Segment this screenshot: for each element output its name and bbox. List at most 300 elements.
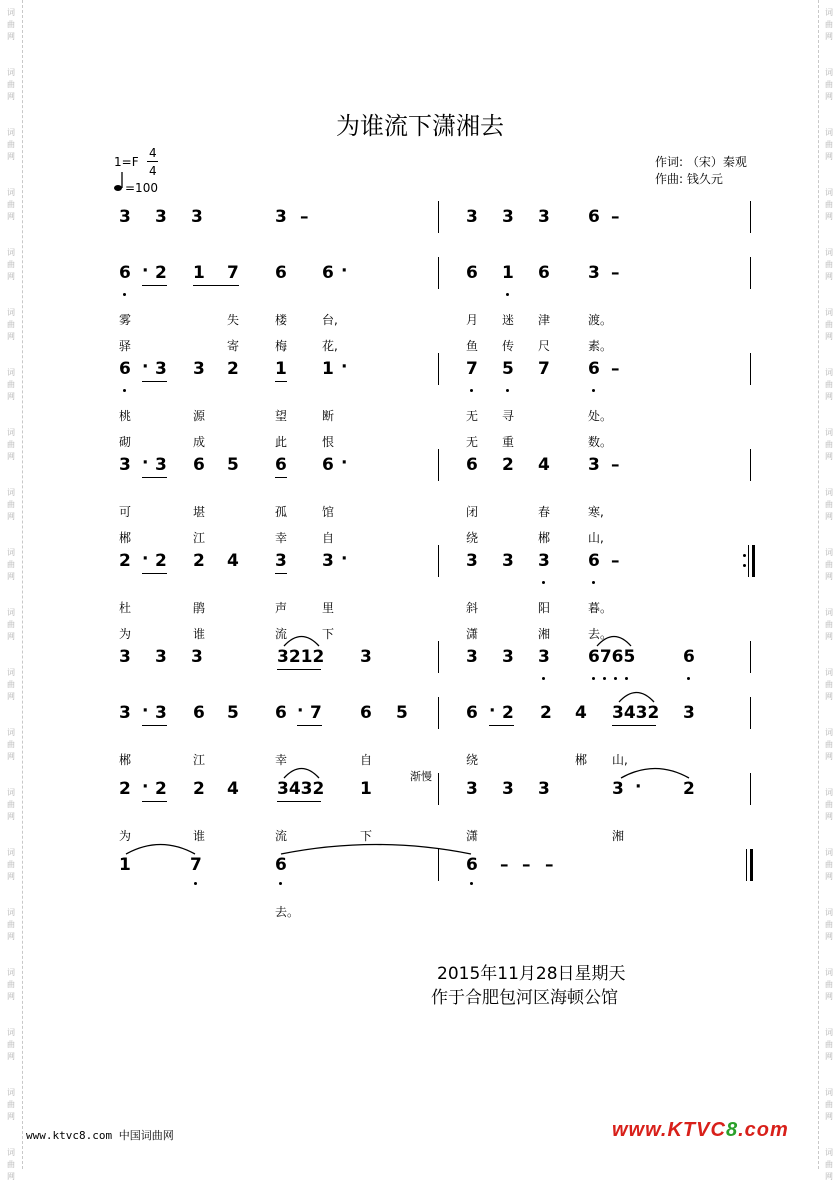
note: 4: [227, 779, 239, 799]
note: 6: [588, 359, 600, 379]
watermark-glyph: 网: [825, 332, 833, 341]
lyric: 潇: [466, 829, 479, 843]
lyric: 自: [322, 531, 335, 545]
note: 2: [119, 551, 131, 571]
watermark-glyph: 词: [7, 428, 15, 437]
watermark-glyph: 词: [825, 488, 833, 497]
tempo-value: =100: [125, 181, 158, 195]
watermark-glyph: 曲: [7, 560, 15, 569]
barline: [438, 641, 439, 673]
key-signature: 1=F: [114, 155, 139, 169]
watermark-glyph: 词: [825, 8, 833, 17]
note-underline: [193, 285, 239, 286]
lyric: 谁: [193, 627, 206, 641]
repeat-dot: [743, 554, 746, 557]
lyric: 鱼: [466, 339, 479, 353]
watermark-glyph: 曲: [825, 260, 833, 269]
slur-arc: [283, 633, 320, 647]
dash-sustain: –: [611, 207, 620, 227]
watermark-glyph: 词: [825, 1088, 833, 1097]
lyric: 梅: [275, 339, 288, 353]
note: 3: [191, 647, 203, 667]
note: 3: [322, 551, 334, 571]
lyric: 郴: [575, 753, 588, 767]
watermark-glyph: 词: [825, 428, 833, 437]
note: 4: [575, 703, 587, 723]
note: 3: [119, 703, 131, 723]
lyric: 素。: [588, 339, 613, 353]
octave-dot: [194, 882, 197, 885]
barline: [750, 353, 751, 385]
watermark-glyph: 网: [825, 392, 833, 401]
final-barline-thin: [746, 849, 747, 881]
repeat-dot: [743, 564, 746, 567]
watermark-glyph: 曲: [7, 140, 15, 149]
octave-dot: [592, 677, 595, 680]
barline: [438, 773, 439, 805]
note: 3: [538, 647, 550, 667]
note: 2: [119, 779, 131, 799]
lyric: 自: [360, 753, 373, 767]
lyric: 砌: [119, 435, 132, 449]
lyric: 鹃: [193, 601, 206, 615]
watermark-glyph: 网: [825, 812, 833, 821]
watermark-glyph: 词: [825, 1148, 833, 1157]
slur-arc: [280, 841, 472, 855]
lyric: 绕: [466, 531, 479, 545]
lyric: 望: [275, 409, 288, 423]
note: 2: [683, 779, 695, 799]
barline: [750, 697, 751, 729]
note: 1: [322, 359, 334, 379]
lyric: 闭: [466, 505, 479, 519]
lyric: 重: [502, 435, 515, 449]
watermark-glyph: 词: [7, 368, 15, 377]
footer-place: 作于合肥包河区海顿公馆: [431, 988, 618, 1008]
watermark-glyph: 网: [825, 1112, 833, 1121]
note-underline: [142, 573, 167, 574]
lyric: 雾: [119, 313, 132, 327]
note: 6: [466, 455, 478, 475]
watermark-glyph: 词: [7, 68, 15, 77]
lyric: 恨: [322, 435, 335, 449]
lyric: 桃: [119, 409, 132, 423]
augmentation-dot: ·: [142, 453, 149, 473]
lyric: 去。: [275, 905, 300, 919]
right-margin-line: [818, 0, 819, 1169]
lyric: 孤: [275, 505, 288, 519]
watermark-glyph: 词: [825, 608, 833, 617]
watermark-glyph: 网: [7, 1172, 15, 1181]
note: 3: [683, 703, 695, 723]
watermark-glyph: 曲: [7, 200, 15, 209]
watermark-glyph: 词: [825, 908, 833, 917]
note: 3: [119, 647, 131, 667]
lyric: 数。: [588, 435, 613, 449]
note: 2: [193, 779, 205, 799]
watermark-glyph: 网: [825, 272, 833, 281]
watermark-glyph: 曲: [7, 860, 15, 869]
lyric: 春: [538, 505, 551, 519]
slur-arc: [283, 765, 320, 779]
watermark-glyph: 曲: [825, 800, 833, 809]
watermark-glyph: 词: [7, 8, 15, 17]
watermark-glyph: 网: [7, 1052, 15, 1061]
slur-arc: [618, 689, 655, 703]
note: 3432: [612, 703, 660, 723]
note: 2: [227, 359, 239, 379]
watermark-glyph: 曲: [7, 740, 15, 749]
octave-dot: [506, 293, 509, 296]
repeat-barline-thin: [748, 545, 749, 577]
watermark-glyph: 网: [7, 1112, 15, 1121]
watermark-glyph: 曲: [7, 920, 15, 929]
note: 3: [119, 455, 131, 475]
barline: [438, 201, 439, 233]
lyric: 可: [119, 505, 132, 519]
time-signature-line: [147, 161, 158, 162]
note: 4: [538, 455, 550, 475]
watermark-glyph: 词: [7, 488, 15, 497]
note: 5: [227, 455, 239, 475]
note: 3: [502, 207, 514, 227]
note: 6: [275, 263, 287, 283]
barline: [438, 849, 439, 881]
note: 3: [155, 359, 167, 379]
note: 3: [538, 551, 550, 571]
lyric: 暮。: [588, 601, 613, 615]
lyric: 断: [322, 409, 335, 423]
footer-date: 2015年11月28日星期天: [437, 964, 626, 984]
note: 6: [466, 855, 478, 875]
time-signature-bottom: 4: [149, 164, 157, 178]
lyric: 渡。: [588, 313, 613, 327]
octave-dot: [614, 677, 617, 680]
barline: [750, 449, 751, 481]
lyric: 谁: [193, 829, 206, 843]
note: 3: [155, 455, 167, 475]
note: 3: [502, 779, 514, 799]
note: 7: [227, 263, 239, 283]
lyric: 此: [275, 435, 288, 449]
watermark-glyph: 网: [825, 452, 833, 461]
octave-dot: [625, 677, 628, 680]
watermark-glyph: 网: [825, 1052, 833, 1061]
watermark-glyph: 网: [7, 872, 15, 881]
lyric: 传: [502, 339, 515, 353]
watermark-glyph: 曲: [825, 200, 833, 209]
lyric: 郴: [119, 531, 132, 545]
note: 3: [193, 359, 205, 379]
lyric: 幸: [275, 753, 288, 767]
watermark-glyph: 网: [825, 572, 833, 581]
dash-sustain: –: [522, 855, 531, 875]
watermark-glyph: 词: [825, 1028, 833, 1037]
watermark-glyph: 词: [7, 788, 15, 797]
lyric: 郴: [538, 531, 551, 545]
lyric: 江: [193, 531, 206, 545]
watermark-glyph: 网: [7, 452, 15, 461]
watermark-glyph: 网: [7, 572, 15, 581]
lyric: 成: [193, 435, 206, 449]
watermark-glyph: 词: [7, 548, 15, 557]
right-watermark-column: [822, 0, 836, 1181]
barline: [438, 697, 439, 729]
note-underline: [275, 573, 287, 574]
watermark-glyph: 曲: [825, 1160, 833, 1169]
watermark-glyph: 网: [7, 92, 15, 101]
watermark-glyph: 网: [7, 512, 15, 521]
note: 5: [396, 703, 408, 723]
augmentation-dot: ·: [489, 701, 496, 721]
lyric: 寻: [502, 409, 515, 423]
watermark-glyph: 词: [7, 668, 15, 677]
note: 6: [466, 703, 478, 723]
lyric: 处。: [588, 409, 613, 423]
lyric: 月: [466, 313, 479, 327]
watermark-glyph: 曲: [7, 800, 15, 809]
watermark-glyph: 网: [825, 692, 833, 701]
note: 3: [502, 551, 514, 571]
lyric: 花,: [322, 339, 338, 353]
watermark-glyph: 网: [825, 992, 833, 1001]
dash-sustain: –: [545, 855, 554, 875]
note: 5: [227, 703, 239, 723]
note: 7: [538, 359, 550, 379]
lyric: 失: [227, 313, 240, 327]
note: 6: [119, 359, 131, 379]
barline: [750, 641, 751, 673]
watermark-glyph: 曲: [825, 680, 833, 689]
lyric: 幸: [275, 531, 288, 545]
watermark-glyph: 词: [825, 68, 833, 77]
augmentation-dot: ·: [142, 261, 149, 281]
octave-dot: [592, 389, 595, 392]
augmentation-dot: ·: [341, 261, 348, 281]
note-underline: [612, 725, 656, 726]
lyric: 杜: [119, 601, 132, 615]
watermark-glyph: 曲: [7, 320, 15, 329]
watermark-glyph: 网: [825, 152, 833, 161]
note: 1: [275, 359, 287, 379]
watermark-glyph: 网: [825, 632, 833, 641]
note-underline: [297, 725, 322, 726]
note: 6: [466, 263, 478, 283]
watermark-glyph: 曲: [825, 620, 833, 629]
augmentation-dot: ·: [142, 777, 149, 797]
watermark-glyph: 曲: [825, 20, 833, 29]
note: 6: [588, 551, 600, 571]
watermark-glyph: 词: [7, 1148, 15, 1157]
note: 3: [466, 779, 478, 799]
note: 3: [466, 207, 478, 227]
lyric: 里: [322, 601, 335, 615]
watermark-glyph: 曲: [825, 740, 833, 749]
watermark-glyph: 词: [7, 908, 15, 917]
watermark-glyph: 曲: [825, 140, 833, 149]
watermark-glyph: 曲: [825, 80, 833, 89]
augmentation-dot: ·: [635, 777, 642, 797]
note: 3: [538, 207, 550, 227]
octave-dot: [123, 293, 126, 296]
note: 3: [588, 455, 600, 475]
watermark-glyph: 词: [825, 968, 833, 977]
barline: [438, 545, 439, 577]
note-underline: [275, 477, 287, 478]
slur-arc: [620, 765, 690, 779]
dash-sustain: –: [611, 263, 620, 283]
lyric: 下: [360, 829, 373, 843]
note: 3: [588, 263, 600, 283]
lyric: 迷: [502, 313, 515, 327]
watermark-glyph: 词: [825, 248, 833, 257]
note-underline: [142, 285, 167, 286]
lyric: 山,: [588, 531, 604, 545]
note: 3: [538, 779, 550, 799]
note-underline: [277, 669, 321, 670]
note: 6: [360, 703, 372, 723]
watermark-glyph: 曲: [825, 860, 833, 869]
note-underline: [489, 725, 514, 726]
note: 6: [588, 207, 600, 227]
augmentation-dot: ·: [341, 549, 348, 569]
watermark-glyph: 网: [825, 752, 833, 761]
watermark-glyph: 网: [7, 812, 15, 821]
note-underline: [275, 381, 287, 382]
note: 3: [155, 647, 167, 667]
note: 3: [191, 207, 203, 227]
watermark-glyph: 曲: [825, 1040, 833, 1049]
note: 4: [227, 551, 239, 571]
note: 3: [155, 207, 167, 227]
lyric: 绕: [466, 753, 479, 767]
watermark-glyph: 曲: [825, 980, 833, 989]
tempo-marking: 渐慢: [410, 770, 432, 783]
watermark-glyph: 词: [7, 248, 15, 257]
note: 3: [360, 647, 372, 667]
watermark-glyph: 网: [7, 992, 15, 1001]
watermark-glyph: 网: [825, 92, 833, 101]
watermark-glyph: 曲: [825, 380, 833, 389]
note: 6: [193, 455, 205, 475]
note: 5: [502, 359, 514, 379]
watermark-glyph: 网: [7, 332, 15, 341]
watermark-glyph: 网: [7, 392, 15, 401]
slur-arc: [125, 841, 196, 855]
watermark-glyph: 词: [7, 128, 15, 137]
watermark-glyph: 曲: [825, 1100, 833, 1109]
watermark-glyph: 词: [7, 188, 15, 197]
lyric: 馆: [322, 505, 335, 519]
octave-dot: [603, 677, 606, 680]
watermark-glyph: 词: [825, 368, 833, 377]
note: 7: [466, 359, 478, 379]
octave-dot: [279, 882, 282, 885]
watermark-glyph: 词: [7, 308, 15, 317]
lyric: 江: [193, 753, 206, 767]
left-margin-line: [22, 0, 23, 1169]
barline: [438, 449, 439, 481]
watermark-glyph: 网: [7, 272, 15, 281]
watermark-glyph: 曲: [7, 1040, 15, 1049]
watermark-glyph: 网: [7, 752, 15, 761]
note: 6: [275, 855, 287, 875]
dash-sustain: –: [500, 855, 509, 875]
watermark-glyph: 曲: [825, 440, 833, 449]
watermark-glyph: 网: [7, 212, 15, 221]
site-right-logo: www.KTVC8.com: [612, 1119, 789, 1141]
dash-sustain: –: [300, 207, 309, 227]
barline: [750, 257, 751, 289]
octave-dot: [506, 389, 509, 392]
note: 1: [193, 263, 205, 283]
composer-credit: 作曲: 钱久元: [655, 172, 723, 186]
lyric: 去。: [588, 627, 613, 641]
lyric: 津: [538, 313, 551, 327]
augmentation-dot: ·: [341, 453, 348, 473]
watermark-glyph: 曲: [7, 620, 15, 629]
note: 2: [502, 455, 514, 475]
note: 6765: [588, 647, 636, 667]
slur-arc: [596, 633, 632, 647]
dash-sustain: –: [611, 551, 620, 571]
note-underline: [142, 381, 167, 382]
watermark-glyph: 词: [825, 848, 833, 857]
watermark-glyph: 词: [7, 1028, 15, 1037]
watermark-glyph: 网: [825, 32, 833, 41]
note: 2: [155, 779, 167, 799]
lyricist-credit: 作词: （宋）秦观: [655, 155, 747, 169]
lyric: 斜: [466, 601, 479, 615]
lyric: 堪: [193, 505, 206, 519]
barline: [750, 773, 751, 805]
note: 6: [538, 263, 550, 283]
watermark-glyph: 曲: [7, 380, 15, 389]
watermark-glyph: 网: [825, 212, 833, 221]
lyric: 流: [275, 627, 288, 641]
note-underline: [142, 801, 167, 802]
lyric: 无: [466, 409, 479, 423]
lyric: 下: [322, 627, 335, 641]
note: 6: [275, 703, 287, 723]
lyric: 源: [193, 409, 206, 423]
note: 3: [502, 647, 514, 667]
time-signature-top: 4: [149, 146, 157, 160]
note: 3: [155, 703, 167, 723]
lyric: 驿: [119, 339, 132, 353]
dash-sustain: –: [611, 455, 620, 475]
barline: [750, 201, 751, 233]
lyric: 郴: [119, 753, 132, 767]
final-barline-thick: [750, 849, 753, 881]
watermark-glyph: 词: [7, 848, 15, 857]
watermark-glyph: 网: [825, 512, 833, 521]
octave-dot: [123, 389, 126, 392]
note-underline: [277, 801, 321, 802]
watermark-glyph: 网: [7, 692, 15, 701]
lyric: 为: [119, 627, 132, 641]
watermark-glyph: 网: [825, 1172, 833, 1181]
watermark-glyph: 曲: [7, 1160, 15, 1169]
watermark-glyph: 网: [7, 632, 15, 641]
note: 2: [155, 263, 167, 283]
octave-dot: [542, 581, 545, 584]
note: 2: [502, 703, 514, 723]
watermark-glyph: 曲: [7, 80, 15, 89]
note: 7: [190, 855, 202, 875]
note: 1: [502, 263, 514, 283]
lyric: 湘: [538, 627, 551, 641]
